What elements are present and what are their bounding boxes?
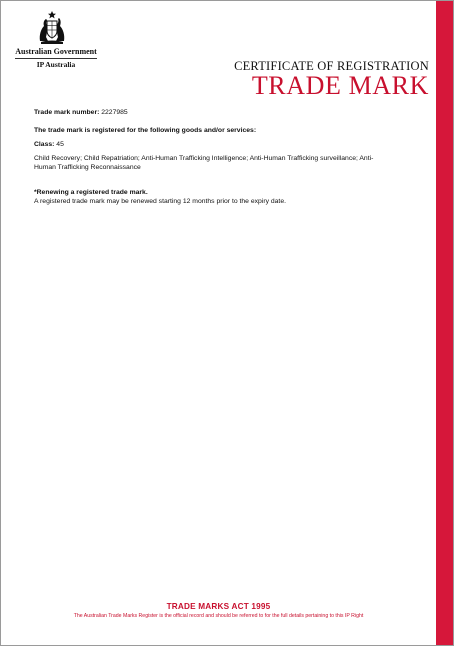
header-divider	[15, 58, 97, 59]
goods-services-heading: The trade mark is registered for the following goods and/or services:	[34, 127, 257, 134]
red-side-stripe	[436, 1, 453, 645]
coat-of-arms-icon	[37, 11, 67, 45]
certificate-heading: TRADE MARK	[251, 71, 429, 100]
act-title: TRADE MARKS ACT 1995	[166, 602, 271, 611]
trade-mark-number-line	[34, 109, 424, 117]
certificate-title: CERTIFICATE OF REGISTRATION	[234, 59, 429, 73]
renewal-text: A registered trade mark may be renewed starting 12 months prior to the expiry date.	[34, 197, 286, 205]
renewal-heading: *Renewing a registered trade mark.	[34, 189, 148, 196]
class-label: Class:	[34, 141, 55, 148]
class-line	[34, 141, 424, 149]
services-line-1: Child Recovery; Child Repatriation; Anti-Human Trafficking Intelligence; Anti-Human Trafficking surveillance; Anti-	[34, 155, 374, 162]
agency-name: IP Australia	[36, 60, 76, 69]
services-line-2: Human Trafficking Reconnaissance	[34, 163, 141, 171]
trade-mark-number-label: Trade mark number:	[34, 109, 100, 116]
class-value: 45	[56, 141, 64, 148]
trade-mark-number-value: 2227985	[101, 109, 128, 116]
register-note: The Australian Trade Marks Register is the official record and should be referred to for the full details pertaining to this IP Right	[73, 613, 364, 619]
government-name: Australian Government	[15, 47, 97, 56]
